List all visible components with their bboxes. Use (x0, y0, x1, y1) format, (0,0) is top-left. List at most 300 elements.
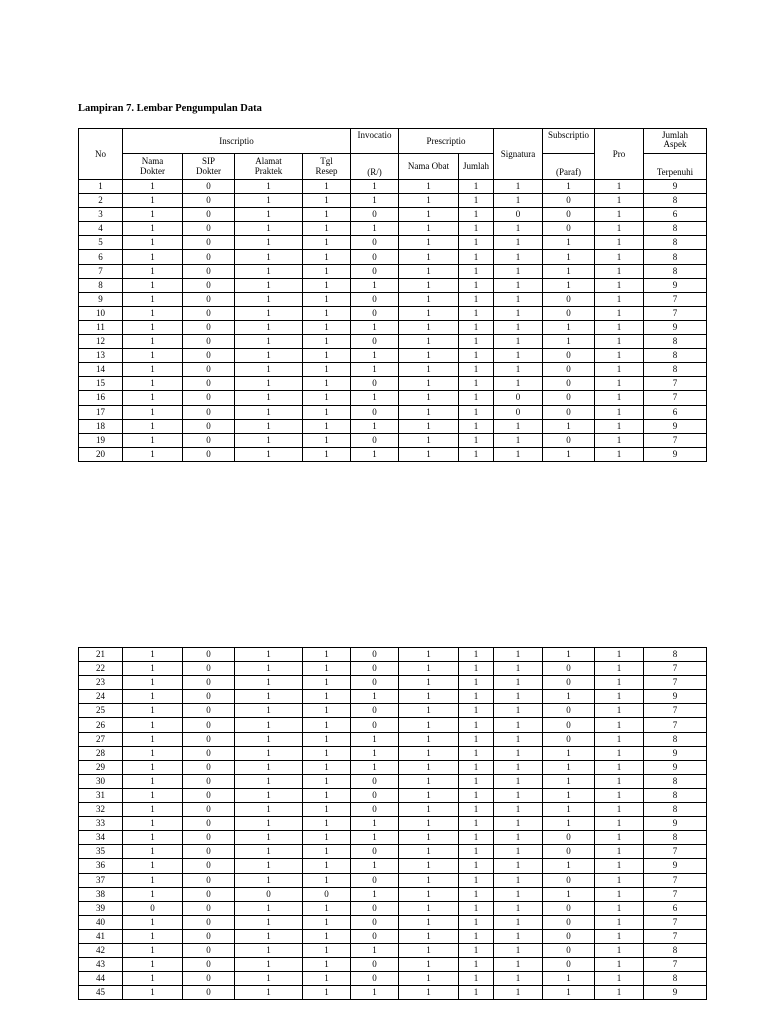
table-cell: 1 (351, 222, 399, 236)
table-cell: 1 (595, 335, 644, 349)
table-cell: 1 (595, 803, 644, 817)
table-cell: 1 (235, 704, 303, 718)
table-cell: 1 (459, 732, 494, 746)
table-cell: 1 (543, 774, 595, 788)
table-cell: 1 (494, 873, 543, 887)
table-cell: 1 (235, 901, 303, 915)
table-cell: 1 (494, 264, 543, 278)
table-cell: 0 (351, 845, 399, 859)
table-cell: 1 (595, 447, 644, 461)
table-cell: 1 (595, 320, 644, 334)
table-cell: 1 (351, 887, 399, 901)
table-cell: 1 (303, 958, 351, 972)
table-cell: 7 (644, 718, 707, 732)
table-cell: 0 (183, 704, 235, 718)
header-tgl-resep-line1: Tgl (320, 156, 333, 167)
table-cell: 1 (543, 447, 595, 461)
table-cell: 0 (183, 320, 235, 334)
header-prescriptio: Prescriptio (399, 129, 494, 154)
table-cell: 0 (494, 208, 543, 222)
table-cell: 0 (543, 292, 595, 306)
table-cell: 6 (644, 405, 707, 419)
header-signatura: Signatura (494, 129, 543, 180)
table-cell: 1 (235, 335, 303, 349)
table-cell: 1 (351, 419, 399, 433)
table-cell: 0 (183, 236, 235, 250)
table-row (79, 873, 707, 887)
table-cell: 8 (644, 788, 707, 802)
header-subscriptio: Subscriptio (543, 129, 595, 154)
table-cell: 1 (595, 236, 644, 250)
table-cell: 1 (459, 718, 494, 732)
table-cell: 0 (183, 306, 235, 320)
table-cell: 1 (595, 732, 644, 746)
table-row (79, 306, 707, 320)
table-cell: 0 (183, 788, 235, 802)
table-cell: 1 (303, 335, 351, 349)
table-cell: 1 (494, 803, 543, 817)
table-cell: 0 (183, 377, 235, 391)
table-cell: 0 (183, 292, 235, 306)
table-cell: 7 (644, 433, 707, 447)
table-cell: 0 (543, 943, 595, 957)
header-terpenuhi: Terpenuhi (644, 154, 707, 180)
table-cell: 1 (494, 335, 543, 349)
table-cell: 1 (494, 447, 543, 461)
table-cell: 1 (595, 222, 644, 236)
table-cell: 0 (351, 803, 399, 817)
header-subscriptio-sub: (Paraf) (543, 154, 595, 180)
table-cell: 1 (235, 320, 303, 334)
table-cell: 1 (123, 943, 183, 957)
table-cell: 1 (494, 419, 543, 433)
table-cell: 1 (459, 676, 494, 690)
table-cell: 1 (399, 662, 459, 676)
table-cell: 1 (459, 306, 494, 320)
table-cell: 1 (399, 943, 459, 957)
table-cell: 9 (644, 419, 707, 433)
table-cell: 0 (351, 958, 399, 972)
table-cell: 1 (351, 391, 399, 405)
table-cell: 1 (235, 419, 303, 433)
table-cell: 6 (644, 901, 707, 915)
table-cell: 1 (543, 180, 595, 194)
table-cell: 7 (644, 306, 707, 320)
table-cell: 1 (399, 447, 459, 461)
table-cell: 0 (351, 901, 399, 915)
table-cell: 1 (351, 278, 399, 292)
table-cell: 9 (644, 817, 707, 831)
table-cell: 24 (79, 690, 123, 704)
table-cell: 1 (543, 859, 595, 873)
table-cell: 26 (79, 718, 123, 732)
table-cell: 1 (235, 236, 303, 250)
table-cell: 1 (303, 208, 351, 222)
table-cell: 0 (543, 831, 595, 845)
table-cell: 1 (459, 447, 494, 461)
table-cell: 1 (235, 662, 303, 676)
table-cell: 9 (644, 278, 707, 292)
table-cell: 1 (459, 264, 494, 278)
table-cell: 1 (595, 264, 644, 278)
table-cell: 0 (183, 250, 235, 264)
header-jumlah: Jumlah (459, 154, 494, 180)
table-cell: 7 (644, 958, 707, 972)
table-cell: 1 (399, 391, 459, 405)
table-cell: 1 (123, 958, 183, 972)
table-cell: 9 (644, 986, 707, 1000)
table-cell: 0 (351, 377, 399, 391)
table-cell: 1 (303, 306, 351, 320)
table-cell: 1 (79, 180, 123, 194)
table-cell: 1 (351, 817, 399, 831)
table-cell: 1 (459, 901, 494, 915)
table-cell: 0 (351, 662, 399, 676)
table-cell: 1 (595, 349, 644, 363)
header-alamat-praktek (235, 154, 303, 180)
table-cell: 29 (79, 760, 123, 774)
table-cell: 1 (399, 901, 459, 915)
table-row (79, 718, 707, 732)
table-cell: 1 (123, 690, 183, 704)
page-title: Lampiran 7. Lembar Pengumpulan Data (78, 103, 262, 114)
table-cell: 1 (399, 760, 459, 774)
table-cell: 8 (644, 236, 707, 250)
table-cell: 7 (644, 391, 707, 405)
table-cell: 0 (183, 873, 235, 887)
table-cell: 0 (543, 194, 595, 208)
table-cell: 1 (303, 915, 351, 929)
table-cell: 40 (79, 915, 123, 929)
table-cell: 1 (123, 194, 183, 208)
table-cell: 1 (123, 278, 183, 292)
table-cell: 1 (235, 845, 303, 859)
table-cell: 39 (79, 901, 123, 915)
table-cell: 0 (351, 433, 399, 447)
table-cell: 1 (235, 690, 303, 704)
table-cell: 1 (123, 859, 183, 873)
table-cell: 0 (183, 662, 235, 676)
table-cell: 4 (79, 222, 123, 236)
table-cell: 1 (494, 222, 543, 236)
table-cell: 1 (494, 732, 543, 746)
table-row (79, 264, 707, 278)
table-cell: 1 (399, 419, 459, 433)
table-cell: 23 (79, 676, 123, 690)
table-cell: 1 (303, 264, 351, 278)
table-cell: 1 (543, 803, 595, 817)
table-cell: 1 (351, 690, 399, 704)
table-cell: 1 (123, 349, 183, 363)
table-cell: 0 (351, 915, 399, 929)
table-cell: 0 (543, 929, 595, 943)
table-cell: 1 (399, 377, 459, 391)
table-row (79, 391, 707, 405)
table-cell: 36 (79, 859, 123, 873)
table-cell: 9 (644, 180, 707, 194)
table-cell: 1 (235, 817, 303, 831)
table-cell: 1 (494, 676, 543, 690)
table-cell: 1 (235, 718, 303, 732)
data-table-part-2 (78, 647, 707, 1000)
table-cell: 1 (595, 943, 644, 957)
table-cell: 0 (183, 929, 235, 943)
table-cell: 1 (123, 972, 183, 986)
table-row (79, 972, 707, 986)
table-cell: 0 (183, 986, 235, 1000)
table-cell: 1 (303, 405, 351, 419)
table-cell: 1 (543, 746, 595, 760)
table-cell: 1 (123, 208, 183, 222)
table-cell: 1 (494, 704, 543, 718)
table-cell: 1 (543, 250, 595, 264)
table-cell: 1 (459, 405, 494, 419)
table-cell: 0 (351, 704, 399, 718)
table-cell: 1 (399, 915, 459, 929)
table-cell: 11 (79, 320, 123, 334)
table-cell: 1 (399, 972, 459, 986)
table-cell: 0 (183, 887, 235, 901)
table-cell: 1 (459, 958, 494, 972)
table-cell: 1 (595, 873, 644, 887)
table-cell: 1 (399, 690, 459, 704)
table-cell: 1 (303, 447, 351, 461)
table-cell: 0 (183, 845, 235, 859)
table-cell: 44 (79, 972, 123, 986)
table-row (79, 760, 707, 774)
table-row (79, 831, 707, 845)
table-cell: 1 (123, 250, 183, 264)
table-cell: 0 (183, 732, 235, 746)
table-row (79, 194, 707, 208)
table-cell: 1 (399, 817, 459, 831)
table-cell: 1 (459, 349, 494, 363)
table-cell: 1 (351, 732, 399, 746)
table-cell: 1 (123, 845, 183, 859)
table-cell: 1 (235, 831, 303, 845)
table-cell: 1 (459, 662, 494, 676)
table-cell: 0 (183, 222, 235, 236)
table-cell: 1 (494, 887, 543, 901)
table-cell: 1 (303, 662, 351, 676)
table-cell: 1 (399, 958, 459, 972)
table-header (79, 129, 707, 180)
table-cell: 1 (303, 419, 351, 433)
table-cell: 1 (399, 718, 459, 732)
table-cell: 1 (123, 831, 183, 845)
table-cell: 0 (183, 803, 235, 817)
table-cell: 1 (235, 349, 303, 363)
table-cell: 8 (644, 972, 707, 986)
table-cell: 1 (235, 873, 303, 887)
table-cell: 1 (459, 831, 494, 845)
table-cell: 1 (459, 320, 494, 334)
table-cell: 1 (399, 278, 459, 292)
header-sip-dokter-line2: Dokter (196, 165, 221, 176)
table-cell: 1 (123, 718, 183, 732)
table-cell: 1 (459, 845, 494, 859)
table-cell: 1 (123, 419, 183, 433)
table-cell: 0 (351, 873, 399, 887)
table-cell: 1 (303, 648, 351, 662)
table-cell: 1 (235, 194, 303, 208)
table-cell: 1 (459, 943, 494, 957)
table-cell: 0 (543, 732, 595, 746)
table-cell: 1 (595, 648, 644, 662)
table-cell: 0 (183, 433, 235, 447)
table-cell: 7 (644, 662, 707, 676)
table-cell: 1 (543, 887, 595, 901)
table-row (79, 845, 707, 859)
table-cell: 1 (123, 774, 183, 788)
table-cell: 2 (79, 194, 123, 208)
table-cell: 0 (543, 433, 595, 447)
table-cell: 0 (183, 746, 235, 760)
table-cell: 1 (303, 732, 351, 746)
header-tgl-resep (303, 154, 351, 180)
table-row (79, 433, 707, 447)
table-cell: 1 (351, 746, 399, 760)
table-cell: 0 (543, 901, 595, 915)
table-cell: 0 (543, 306, 595, 320)
table-row (79, 320, 707, 334)
table-cell: 0 (351, 718, 399, 732)
table-cell: 1 (303, 845, 351, 859)
table-cell: 0 (183, 194, 235, 208)
table-cell: 1 (399, 306, 459, 320)
table-cell: 1 (543, 335, 595, 349)
table-cell: 8 (79, 278, 123, 292)
table-cell: 1 (459, 873, 494, 887)
table-row (79, 803, 707, 817)
table-cell: 1 (459, 250, 494, 264)
table-cell: 1 (123, 391, 183, 405)
table-cell: 1 (399, 363, 459, 377)
table-cell: 1 (303, 774, 351, 788)
table-cell: 1 (494, 718, 543, 732)
table-cell: 1 (459, 746, 494, 760)
table-cell: 0 (543, 958, 595, 972)
table-cell: 1 (459, 929, 494, 943)
table-cell: 1 (303, 349, 351, 363)
table-cell: 1 (595, 901, 644, 915)
table-cell: 0 (183, 676, 235, 690)
table-cell: 38 (79, 887, 123, 901)
table-row (79, 788, 707, 802)
header-pro: Pro (595, 129, 644, 180)
table-cell: 1 (595, 817, 644, 831)
table-cell: 1 (459, 803, 494, 817)
table-cell: 5 (79, 236, 123, 250)
table-cell: 1 (351, 180, 399, 194)
table-cell: 1 (459, 788, 494, 802)
table-row (79, 278, 707, 292)
table-cell: 1 (303, 986, 351, 1000)
table-cell: 30 (79, 774, 123, 788)
table-cell: 1 (595, 704, 644, 718)
table-cell: 1 (123, 929, 183, 943)
table-cell: 21 (79, 648, 123, 662)
table-cell: 1 (595, 845, 644, 859)
table-cell: 1 (303, 972, 351, 986)
table-cell: 22 (79, 662, 123, 676)
table-cell: 1 (459, 986, 494, 1000)
table-cell: 1 (595, 405, 644, 419)
header-inscriptio: Inscriptio (123, 129, 351, 154)
table-cell: 1 (123, 732, 183, 746)
table-cell: 0 (543, 222, 595, 236)
table-cell: 0 (183, 690, 235, 704)
table-cell: 1 (235, 278, 303, 292)
table-cell: 0 (543, 718, 595, 732)
table-cell: 1 (543, 690, 595, 704)
table-row (79, 208, 707, 222)
table-cell: 1 (399, 222, 459, 236)
table-body-part-1 (79, 180, 707, 462)
table-cell: 7 (644, 873, 707, 887)
table-cell: 0 (494, 405, 543, 419)
table-cell: 1 (123, 760, 183, 774)
table-cell: 0 (183, 363, 235, 377)
table-cell: 0 (351, 972, 399, 986)
table-cell: 1 (303, 718, 351, 732)
table-cell: 1 (494, 433, 543, 447)
table-cell: 1 (351, 349, 399, 363)
table-cell: 1 (303, 363, 351, 377)
table-cell: 1 (123, 704, 183, 718)
table-cell: 9 (79, 292, 123, 306)
table-cell: 0 (351, 264, 399, 278)
table-cell: 9 (644, 859, 707, 873)
table-cell: 1 (595, 887, 644, 901)
table-cell: 1 (399, 831, 459, 845)
table-cell: 34 (79, 831, 123, 845)
table-cell: 1 (494, 831, 543, 845)
table-cell: 1 (399, 433, 459, 447)
table-cell: 0 (123, 901, 183, 915)
table-cell: 1 (123, 180, 183, 194)
table-cell: 1 (123, 887, 183, 901)
table-cell: 1 (399, 986, 459, 1000)
table-cell: 0 (351, 292, 399, 306)
table-cell: 1 (235, 306, 303, 320)
table-cell: 1 (123, 803, 183, 817)
table-row (79, 363, 707, 377)
table-row (79, 732, 707, 746)
table-cell: 1 (494, 278, 543, 292)
table-cell: 1 (399, 320, 459, 334)
table-cell: 1 (459, 648, 494, 662)
table-cell: 1 (459, 433, 494, 447)
table-cell: 1 (543, 236, 595, 250)
table-cell: 1 (595, 250, 644, 264)
table-cell: 1 (123, 264, 183, 278)
table-row (79, 929, 707, 943)
table-cell: 1 (235, 958, 303, 972)
table-cell: 1 (123, 788, 183, 802)
table-cell: 0 (183, 391, 235, 405)
table-cell: 1 (595, 788, 644, 802)
table-cell: 1 (235, 363, 303, 377)
table-row (79, 447, 707, 461)
table-cell: 1 (494, 363, 543, 377)
table-cell: 7 (644, 292, 707, 306)
table-cell: 1 (235, 788, 303, 802)
table-cell: 1 (235, 377, 303, 391)
table-cell: 25 (79, 704, 123, 718)
table-cell: 0 (183, 335, 235, 349)
table-cell: 1 (459, 419, 494, 433)
